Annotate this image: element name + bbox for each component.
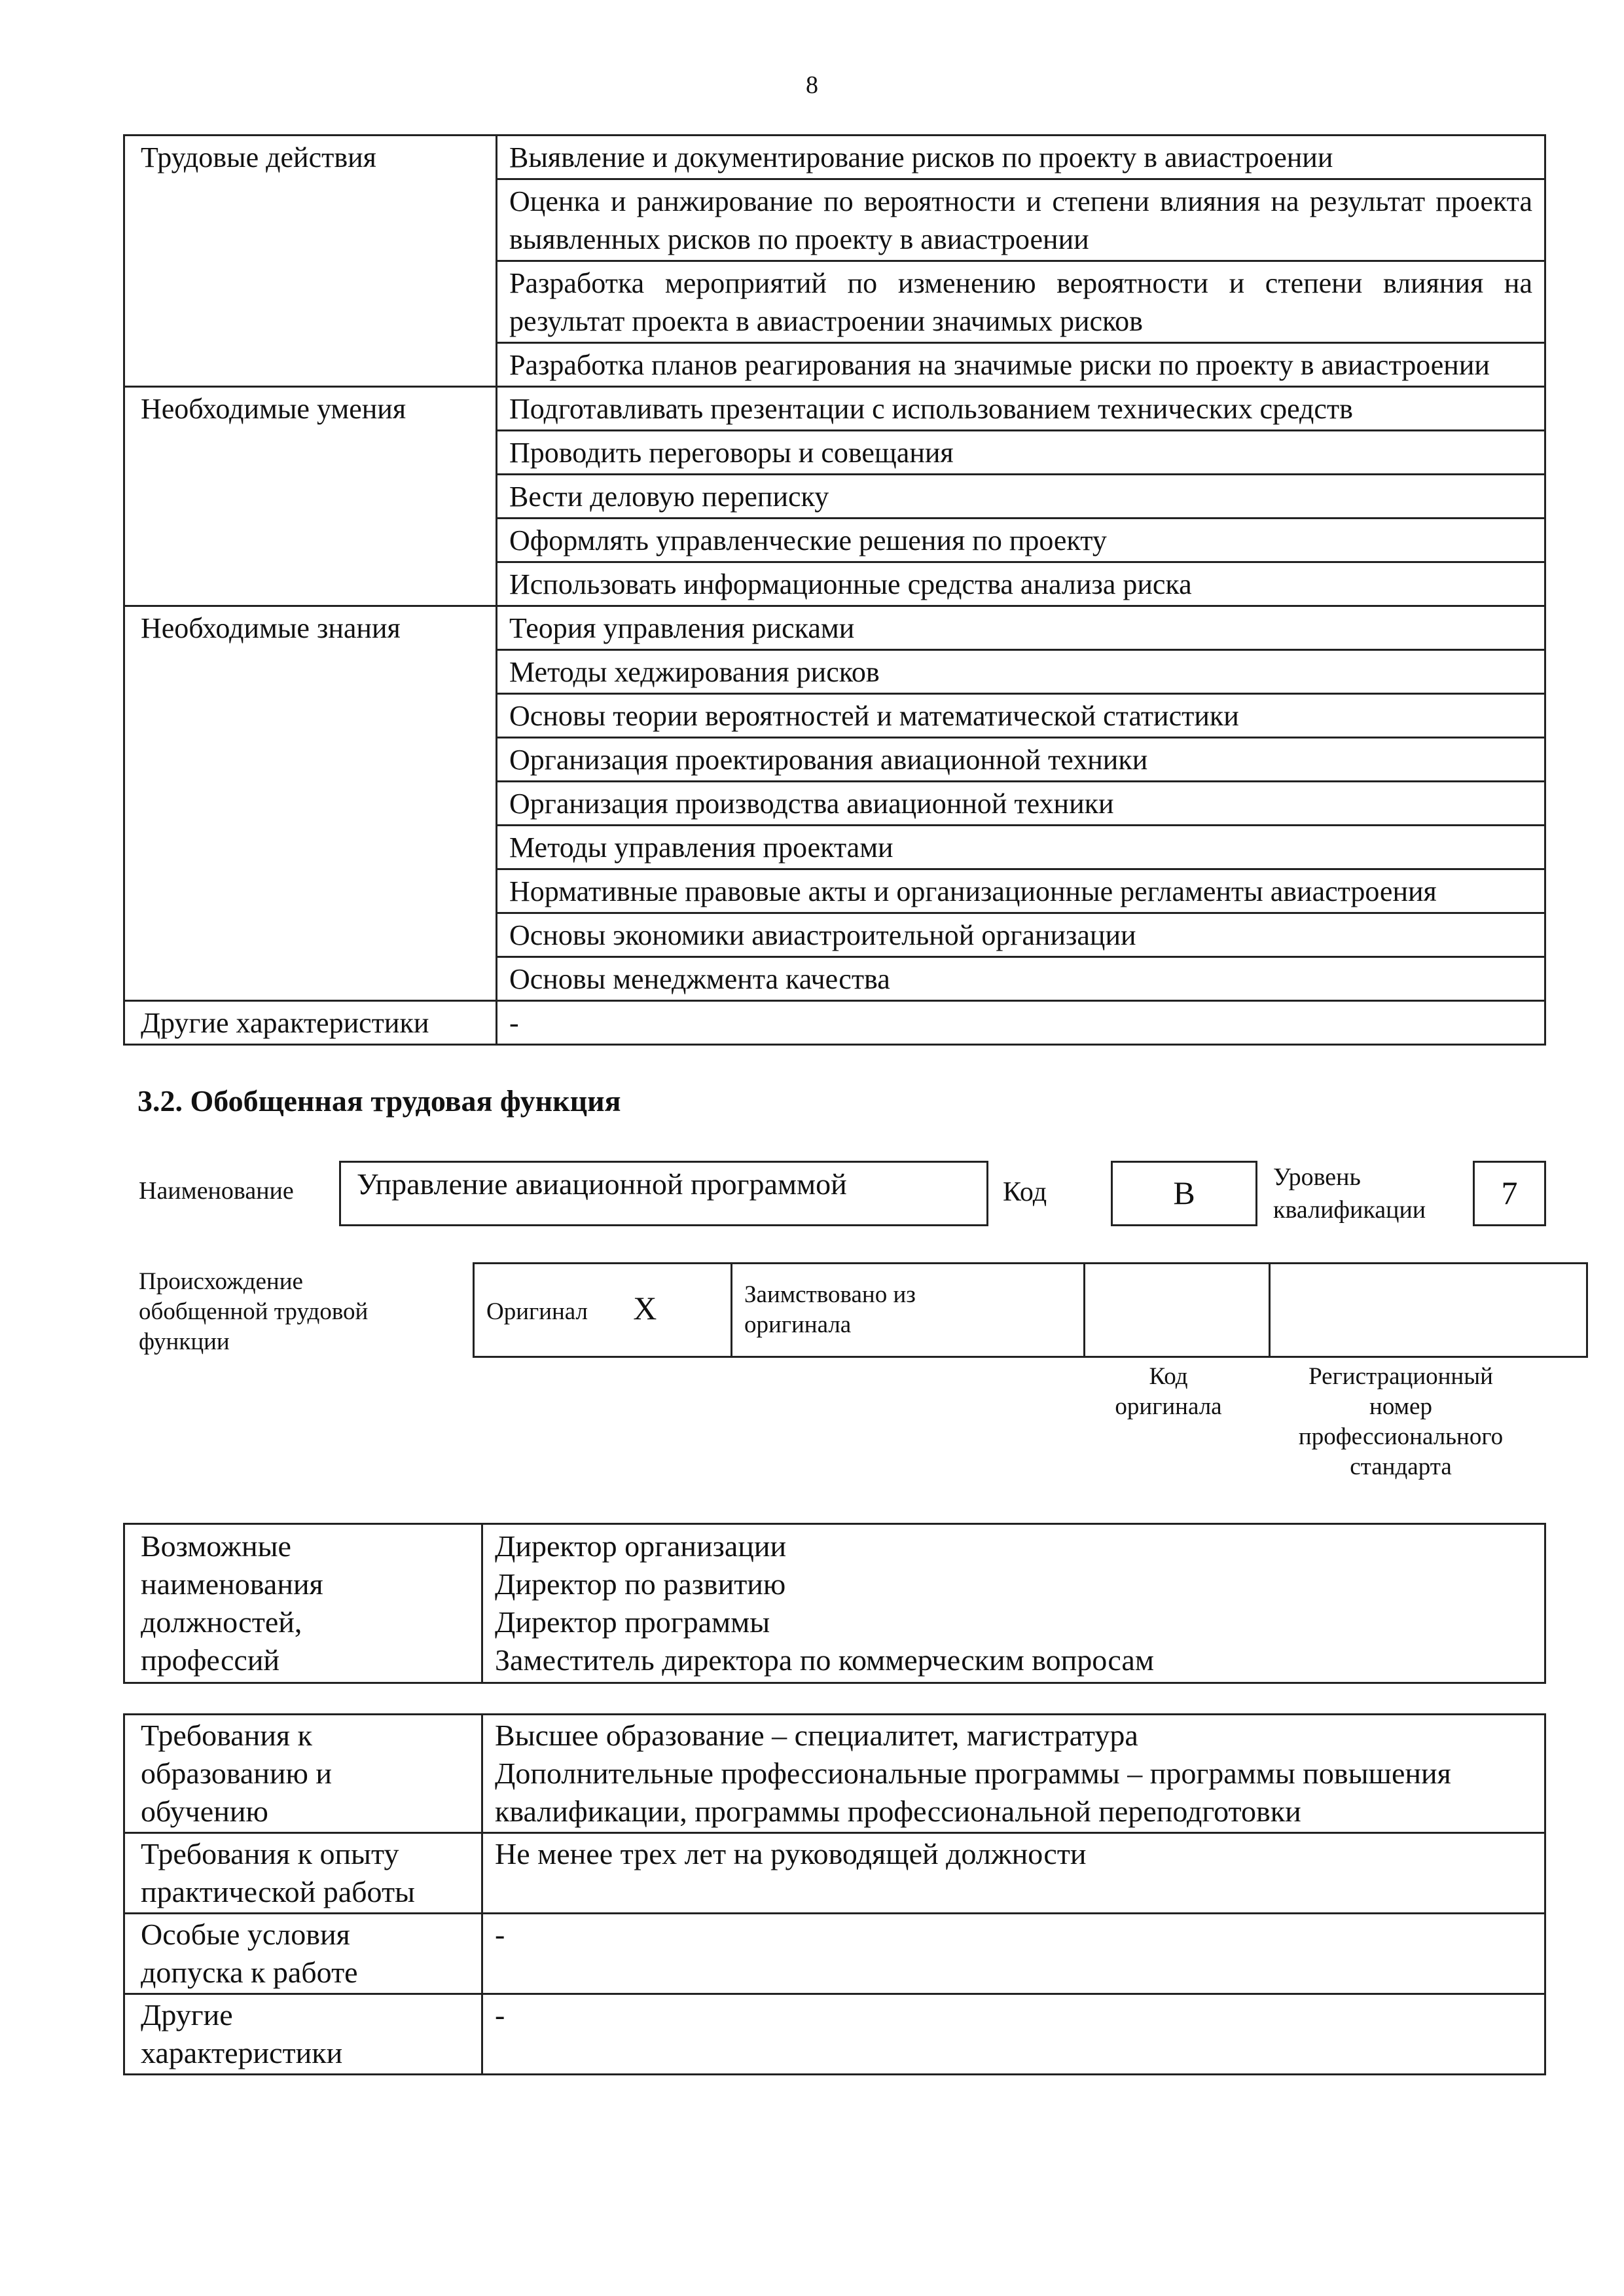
skill-item: Подготавливать презентации с использованием технических средств (497, 387, 1545, 431)
knowledge-item: Организация проектирования авиационной техники (497, 738, 1545, 782)
borrowed-label-line: Заимствовано из (744, 1281, 916, 1308)
position-item: Заместитель директора по коммерческим вопросам (495, 1643, 1154, 1677)
labor-action-item: Разработка мероприятий по изменению вероятности и степени влияния на результат проекта в авиастроении значимых рисков (497, 261, 1545, 343)
skill-item: Использовать информационные средства анализа риска (497, 562, 1545, 606)
special-conditions-value: - (482, 1914, 1545, 1994)
positions-label-line: наименования (141, 1567, 323, 1601)
origin-label-line: функции (139, 1328, 230, 1355)
code-label: Код (1003, 1177, 1047, 1207)
caption-line: номер (1369, 1393, 1432, 1420)
row-label-required-knowledge: Необходимые знания (124, 606, 497, 1001)
caption-line: Код (1149, 1363, 1188, 1390)
origin-original-cell (474, 1264, 732, 1357)
knowledge-item: Методы хеджирования рисков (497, 650, 1545, 694)
skill-item: Проводить переговоры и совещания (497, 431, 1545, 475)
origin-label-line: обобщенной трудовой (139, 1298, 369, 1325)
experience-label-line: Требования к опыту (141, 1837, 399, 1870)
row-label-labor-actions: Трудовые действия (124, 136, 497, 387)
education-value-line: Дополнительные профессиональные программы – программы повышения квалификации, программы профессиональной переподготовки (495, 1757, 1451, 1828)
education-label (124, 1715, 482, 1833)
level-label (1273, 1161, 1426, 1226)
labor-action-item: Оценка и ранжирование по вероятности и степени влияния на результат проекта выявленных рисков по проекту в авиастроении (497, 179, 1545, 261)
caption-line: профессионального (1298, 1423, 1504, 1450)
special-conditions-label (124, 1914, 482, 1994)
education-value-line: Высшее образование – специалитет, магистратура (495, 1719, 1138, 1752)
skill-item: Оформлять управленческие решения по проекту (497, 519, 1545, 562)
knowledge-item: Основы теории вероятностей и математической статистики (497, 694, 1545, 738)
origin-borrowed-cell (732, 1264, 1085, 1357)
special-conditions-label-line: Особые условия (141, 1918, 350, 1951)
education-value (482, 1715, 1545, 1833)
special-conditions-label-line: допуска к работе (141, 1956, 358, 1989)
other-characteristics-label (124, 1994, 482, 2075)
code-original-caption (1074, 1362, 1263, 1422)
other-characteristics-value: - (482, 1994, 1545, 2075)
positions-table (123, 1523, 1546, 1684)
other-characteristics-value: - (497, 1001, 1545, 1045)
reg-number-caption (1257, 1362, 1545, 1482)
labor-action-item: Выявление и документирование рисков по проекту в авиастроении (497, 136, 1545, 179)
experience-value: Не менее трех лет на руководящей должности (482, 1833, 1545, 1914)
knowledge-item: Нормативные правовые акты и организационные регламенты авиастроения (497, 869, 1545, 913)
original-label: Оригинал (486, 1298, 588, 1325)
caption-line: Регистрационный (1308, 1363, 1493, 1390)
row-label-required-skills: Необходимые умения (124, 387, 497, 606)
row-label-other-characteristics: Другие характеристики (124, 1001, 497, 1045)
education-label-line: Требования к (141, 1719, 312, 1752)
origin-table (473, 1262, 1588, 1358)
caption-line: стандарта (1350, 1453, 1452, 1480)
knowledge-item: Основы экономики авиастроительной организации (497, 913, 1545, 957)
caption-line: оригинала (1115, 1393, 1222, 1420)
education-label-line: обучению (141, 1795, 268, 1828)
positions-label (124, 1524, 482, 1683)
skill-item: Вести деловую переписку (497, 475, 1545, 519)
level-label-line: квалификации (1273, 1196, 1426, 1224)
section-title: 3.2. Обобщенная трудовая функция (137, 1084, 621, 1118)
positions-label-line: Возможные (141, 1529, 291, 1563)
level-value: 7 (1473, 1161, 1546, 1226)
knowledge-item: Организация производства авиационной техники (497, 782, 1545, 826)
labor-functions-table (123, 134, 1546, 1046)
education-label-line: образованию и (141, 1757, 332, 1790)
origin-code-cell (1085, 1264, 1270, 1357)
origin-reg-number-cell (1270, 1264, 1587, 1357)
positions-label-line: должностей, (141, 1605, 302, 1639)
knowledge-item: Основы менеджмента качества (497, 957, 1545, 1001)
naming-label: Наименование (139, 1177, 294, 1205)
requirements-table (123, 1713, 1546, 2075)
position-item: Директор программы (495, 1605, 770, 1639)
experience-label (124, 1833, 482, 1914)
borrowed-label-line: оригинала (744, 1311, 852, 1338)
naming-value: Управление авиационной программой (339, 1161, 988, 1226)
positions-list (482, 1524, 1545, 1683)
code-value: B (1111, 1161, 1257, 1226)
experience-label-line: практической работы (141, 1875, 415, 1908)
position-item: Директор по развитию (495, 1567, 786, 1601)
labor-action-item: Разработка планов реагирования на значимые риски по проекту в авиастроении (497, 343, 1545, 387)
position-item: Директор организации (495, 1529, 787, 1563)
level-label-line: Уровень (1273, 1163, 1361, 1191)
knowledge-item: Теория управления рисками (497, 606, 1545, 650)
origin-label (139, 1267, 368, 1357)
knowledge-item: Методы управления проектами (497, 826, 1545, 869)
origin-label-line: Происхождение (139, 1268, 303, 1295)
original-mark: X (633, 1290, 657, 1326)
page-number: 8 (806, 71, 818, 99)
positions-label-line: профессий (141, 1643, 280, 1677)
other-characteristics-label-line: Другие (141, 1998, 233, 2032)
other-characteristics-label-line: характеристики (141, 2036, 343, 2069)
